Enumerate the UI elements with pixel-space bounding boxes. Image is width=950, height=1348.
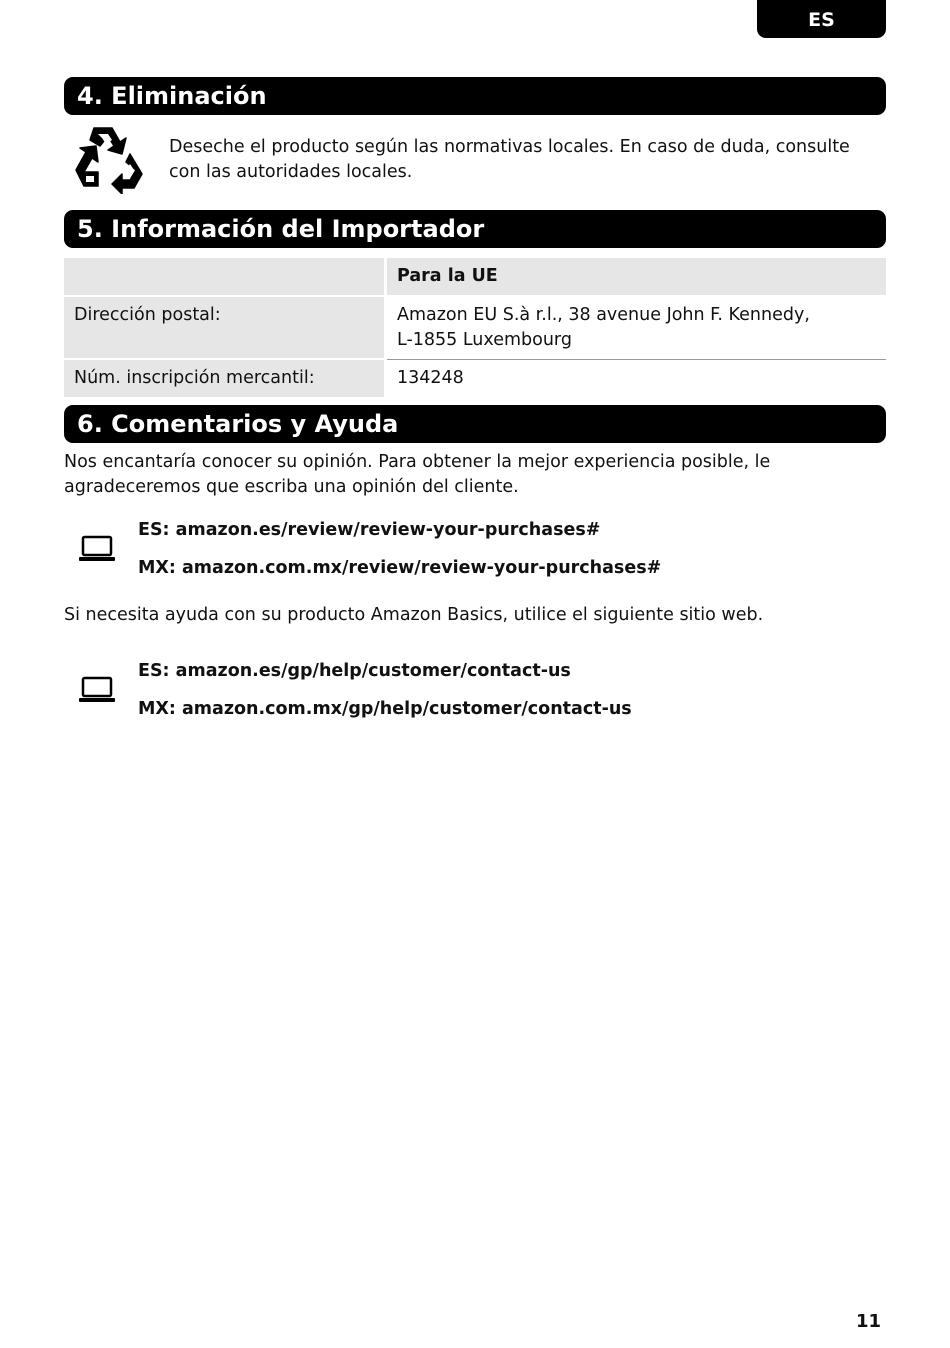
table-header-empty-cell: [64, 258, 387, 297]
section-title-elimination: 4. Eliminación: [64, 77, 886, 115]
feedback-intro: [64, 450, 770, 500]
language-tab: ES: [757, 0, 886, 38]
registration-number-label: Núm. inscripción mercantil:: [64, 360, 387, 399]
laptop-icon: [78, 535, 116, 563]
postal-address-line: L-1855 Luxembourg: [397, 330, 572, 350]
table-row: [64, 297, 886, 360]
table-header-eu: Para la UE: [387, 258, 886, 297]
feedback-intro-line: Nos encantaría conocer su opinión. Para obtener la mejor experiencia posible, le: [64, 452, 771, 472]
elimination-text-line: con las autoridades locales.: [169, 162, 413, 182]
help-link-es[interactable]: ES: amazon.es/gp/help/customer/contact-us: [138, 661, 571, 681]
table-row: [64, 360, 886, 399]
section-title-feedback: 6. Comentarios y Ayuda: [64, 405, 886, 443]
help-text: Si necesita ayuda con su producto Amazon Basics, utilice el siguiente sitio web.: [64, 605, 764, 625]
page-number: 11: [856, 1311, 882, 1332]
feedback-intro-line: agradeceremos que escriba una opinión del cliente.: [64, 477, 519, 497]
review-link-es[interactable]: ES: amazon.es/review/review-your-purchases#: [138, 520, 601, 540]
elimination-text-line: Deseche el producto según las normativas locales. En caso de duda, consulte: [169, 137, 850, 157]
postal-address-label: Dirección postal:: [64, 297, 387, 360]
elimination-text: [169, 135, 850, 185]
table-header-row: [64, 258, 886, 297]
postal-address-line: Amazon EU S.à r.l., 38 avenue John F. Kennedy,: [397, 305, 810, 325]
registration-number-value: 134248: [397, 368, 464, 388]
laptop-icon: [78, 676, 116, 704]
importer-table: [64, 258, 886, 399]
review-link-mx[interactable]: MX: amazon.com.mx/review/review-your-purchases#: [138, 558, 662, 578]
section-title-importer: 5. Información del Importador: [64, 210, 886, 248]
recycle-icon: [72, 124, 146, 194]
help-link-mx[interactable]: MX: amazon.com.mx/gp/help/customer/contact-us: [138, 699, 632, 719]
postal-address-value: [387, 297, 886, 360]
